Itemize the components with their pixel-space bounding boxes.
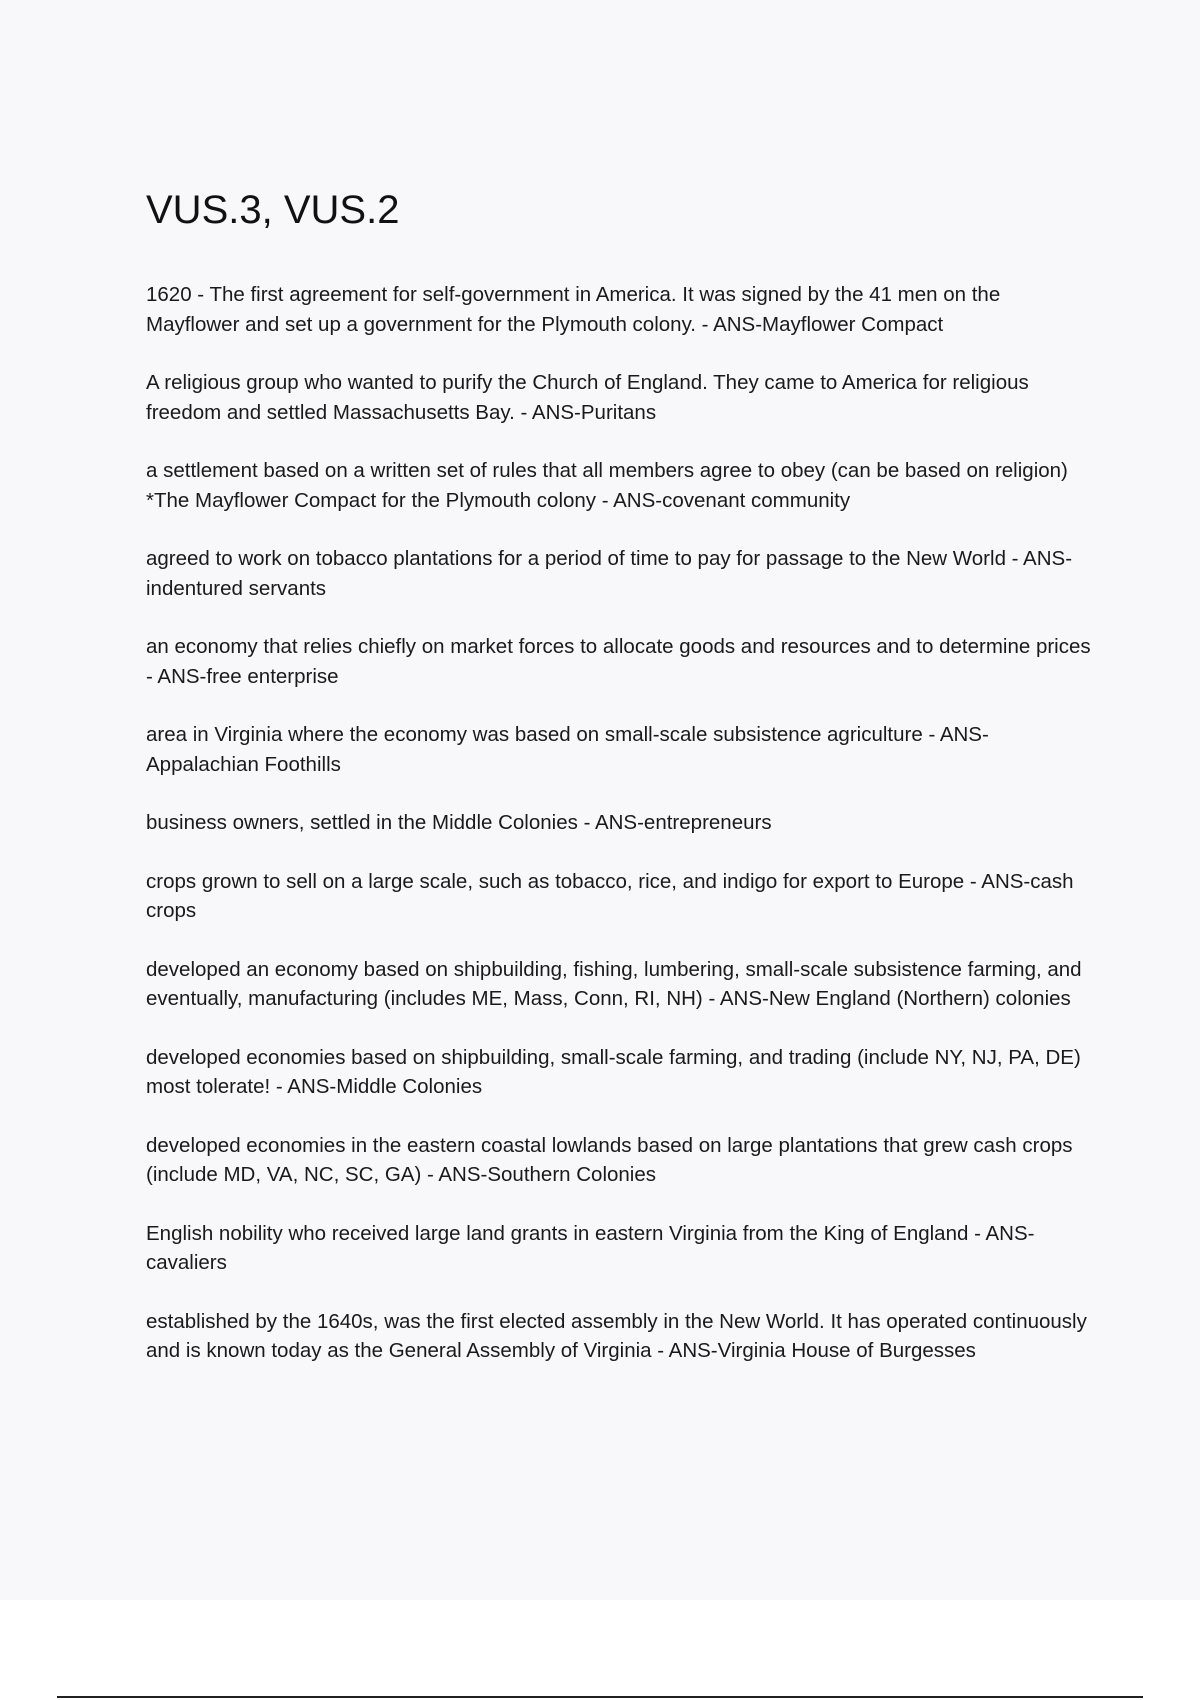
flashcard-entry: developed economies in the eastern coastal lowlands based on large plantations that grew cash crops (include MD, VA, NC, SC, GA) - ANS-Southern Colonies xyxy=(146,1133,1073,1186)
flashcard-entry: crops grown to sell on a large scale, such as tobacco, rice, and indigo for export to Europe - ANS-cash crops xyxy=(146,869,1074,922)
flashcard-entry: A religious group who wanted to purify the Church of England. They came to America for religious freedom and settled Massachusetts Bay. - ANS-Puritans xyxy=(146,371,1029,424)
flashcard-entry: developed an economy based on shipbuilding, fishing, lumbering, small-scale subsistence farming, and eventually, manufacturing (includes ME, Mass, Conn, RI, NH) - ANS-New England (Northern) colonies xyxy=(146,957,1082,1010)
flashcard-entry: a settlement based on a written set of rules that all members agree to obey (can be based on religion) *The Mayflower Compact for the Plymouth colony - ANS-covenant community xyxy=(146,459,1068,512)
flashcard-entry: established by the 1640s, was the first elected assembly in the New World. It has operated continuously and is known today as the General Assembly of Virginia - ANS-Virginia House of Burgesses xyxy=(146,1309,1087,1362)
flashcard-entry: area in Virginia where the economy was based on small-scale subsistence agriculture - ANS-Appalachian Foothills xyxy=(146,723,989,776)
page-title: VUS.3, VUS.2 xyxy=(146,188,400,232)
footer-divider xyxy=(57,1696,1143,1698)
flashcard-entry: agreed to work on tobacco plantations for a period of time to pay for passage to the New World - ANS-indentured servants xyxy=(146,547,1073,600)
flashcard-list xyxy=(146,280,1096,1366)
flashcard-entry: developed economies based on shipbuilding, small-scale farming, and trading (include NY, NJ, PA, DE) most tolerate! - ANS-Middle Colonies xyxy=(146,1045,1081,1098)
flashcard-entry: business owners, settled in the Middle Colonies - ANS-entrepreneurs xyxy=(146,811,772,834)
flashcard-entry: 1620 - The first agreement for self-government in America. It was signed by the 41 men on the Mayflower and set up a government for the Plymouth colony. - ANS-Mayflower Compact xyxy=(146,283,1001,336)
flashcard-entry: English nobility who received large land grants in eastern Virginia from the King of England - ANS-cavaliers xyxy=(146,1221,1035,1274)
flashcard-entry: an economy that relies chiefly on market forces to allocate goods and resources and to determine prices - ANS-free enterprise xyxy=(146,635,1091,688)
document-content xyxy=(146,185,1096,1395)
